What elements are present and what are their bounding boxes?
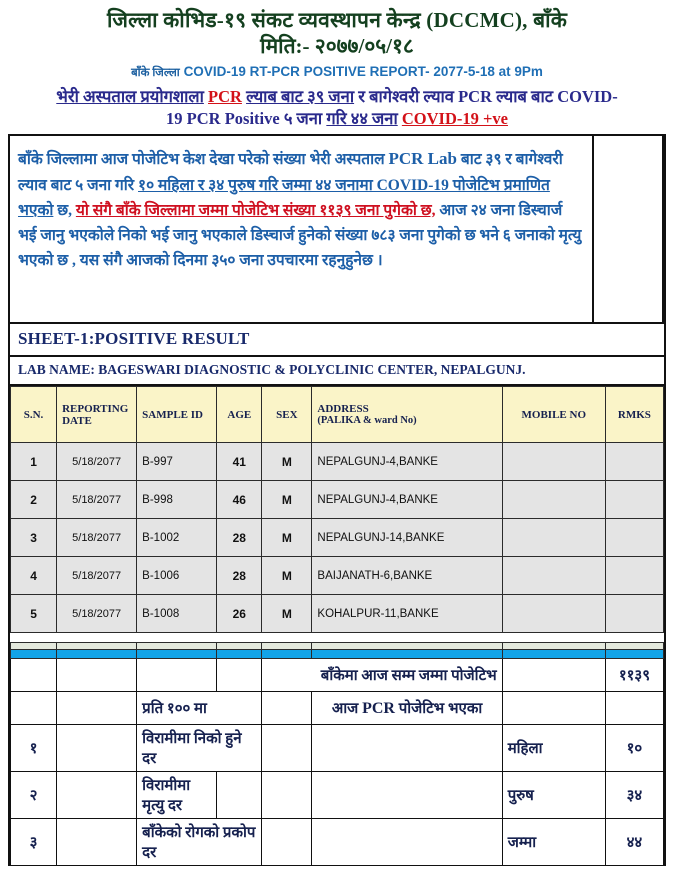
cell-empty xyxy=(57,725,137,772)
col-header-mobile: MOBILE NO xyxy=(502,387,605,443)
cell-address: BAIJANATH-6,BANKE xyxy=(312,557,502,595)
table-row xyxy=(11,595,664,633)
cell-sex: M xyxy=(262,519,312,557)
rate-row xyxy=(11,725,664,772)
strip-cell xyxy=(262,650,312,659)
cell-date: 5/18/2077 xyxy=(57,519,137,557)
banner-line-1 xyxy=(10,86,664,108)
rate-label: विरामीमा निको हुने दर xyxy=(137,725,262,772)
cell-age: 28 xyxy=(217,519,262,557)
cell-empty xyxy=(57,819,137,866)
strip-cell xyxy=(137,650,217,659)
cell-rmks xyxy=(605,443,663,481)
col-header-date: REPORTING DATE xyxy=(57,387,137,443)
banner-bheri-count: ल्याब बाट ३९ जना xyxy=(246,86,355,106)
gender-label: पुरुष xyxy=(502,772,605,819)
table-row xyxy=(11,557,664,595)
divider-strip-green xyxy=(11,643,664,650)
col-header-sn: S.N. xyxy=(11,387,57,443)
narrative-seg-7: आज २४ जना डिस्चार्ज भई जानु भएकोले निको भई जानु भएकाले डिस्चार्ज हुनेको संख्या ७८३ जना पुगेको छ भने ६ जनाको मृत्यु भएको छ , यस संगै आजको दिनमा ३५० जना उपचारमा रहनुहुनेछ । xyxy=(18,202,582,270)
banner-pcr-positive: 19 PCR Positive xyxy=(166,108,280,128)
cell-empty xyxy=(11,692,57,725)
table-row xyxy=(11,481,664,519)
positive-results-table xyxy=(10,386,664,633)
cell-date: 5/18/2077 xyxy=(57,481,137,519)
narrative-side-cell xyxy=(594,136,664,322)
col-header-sex: SEX xyxy=(262,387,312,443)
strip-cell xyxy=(217,650,262,659)
strip-cell xyxy=(137,643,217,650)
cell-rmks xyxy=(605,595,663,633)
rate-value xyxy=(312,819,502,866)
strip-cell xyxy=(217,643,262,650)
cell-empty xyxy=(262,692,312,725)
report-subtitle xyxy=(10,64,664,80)
report-body xyxy=(8,134,666,866)
banner-line-2 xyxy=(10,108,664,130)
rate-value xyxy=(312,725,502,772)
report-date-nepali: मिति:- २०७७/०५/१८ xyxy=(260,33,414,58)
rate-label: विरामीमा मृत्यु दर xyxy=(137,772,217,819)
narrative-gender-breakdown: १० महिला र ३४ पुरुष गरि जम्मा ४४ जनामा COVID-19 पोजेटिभ प्रमाणित भएको xyxy=(18,176,550,220)
summary-rows xyxy=(11,659,664,866)
cell-age: 28 xyxy=(217,557,262,595)
narrative-cumulative-positive: यो संगै बाँके जिल्लामा जम्मा पोजेटिभ संख्या ११३९ जना पुगेको छ, xyxy=(75,202,436,220)
cell-sample-id: B-997 xyxy=(137,443,217,481)
banner-bageshwari-lab: PCR ल्याब बाट COVID- xyxy=(458,86,618,106)
cell-rmks xyxy=(605,557,663,595)
banner-total-count: गरि ४४ जना xyxy=(326,108,398,128)
gender-count: १० xyxy=(605,725,663,772)
cell-age: 41 xyxy=(217,443,262,481)
col-header-age: AGE xyxy=(217,387,262,443)
today-positive-label xyxy=(312,692,502,725)
today-positive-suffix: पोजेटिभ भएका xyxy=(394,701,483,718)
cell-empty xyxy=(502,692,605,725)
cell-sn: 2 xyxy=(11,481,57,519)
per-hundred-label: प्रति १०० मा xyxy=(137,692,262,725)
strip-cell xyxy=(312,643,502,650)
strip-cell xyxy=(312,650,502,659)
cumulative-total-row xyxy=(11,659,664,692)
table-header xyxy=(11,387,664,443)
table-spacer xyxy=(10,633,664,642)
gender-count: ३४ xyxy=(605,772,663,819)
cell-mobile xyxy=(502,595,605,633)
banner-covid-positive-tag: COVID-19 +ve xyxy=(401,108,508,128)
narrative-seg-5: छ, xyxy=(53,202,76,220)
cell-sample-id: B-1006 xyxy=(137,557,217,595)
narrative-seg-1: बाँके जिल्लामा आज पोजेटिभ केश देखा परेको संख्या भेरी अस्पताल xyxy=(18,151,389,169)
cell-empty xyxy=(57,692,137,725)
col-header-address xyxy=(312,387,502,443)
table-header-row xyxy=(11,387,664,443)
gender-label: महिला xyxy=(502,725,605,772)
table-body xyxy=(11,443,664,633)
strip-cell xyxy=(11,650,57,659)
cell-empty xyxy=(57,772,137,819)
cell-sn: 1 xyxy=(11,443,57,481)
cell-address: KOHALPUR-11,BANKE xyxy=(312,595,502,633)
subtitle-nepali: बाँके जिल्ला xyxy=(131,66,180,79)
per-hundred-row xyxy=(11,692,664,725)
cumulative-total-label: बाँकेमा आज सम्म जम्मा पोजेटिभ xyxy=(262,659,502,692)
cell-empty xyxy=(262,725,312,772)
strip-cell xyxy=(262,643,312,650)
cell-mobile xyxy=(502,481,605,519)
cell-empty xyxy=(262,819,312,866)
cell-date: 5/18/2077 xyxy=(57,557,137,595)
col-header-rmks: RMKS xyxy=(605,387,663,443)
table-row xyxy=(11,519,664,557)
cell-mobile xyxy=(502,557,605,595)
document-header xyxy=(0,0,674,129)
cell-date: 5/18/2077 xyxy=(57,595,137,633)
banner-bheri-lab-text: भेरी अस्पताल प्रयोगशाला xyxy=(56,86,204,106)
rate-sn: २ xyxy=(11,772,57,819)
gender-label: जम्मा xyxy=(502,819,605,866)
page-title: जिल्ला कोभिड-१९ संकट व्यवस्थापन केन्द्र (DCCMC), बाँके xyxy=(106,8,568,32)
cell-sample-id: B-1002 xyxy=(137,519,217,557)
rate-label: बाँकेको रोगको प्रकोप दर xyxy=(137,819,262,866)
rate-label-pad xyxy=(217,772,262,819)
cell-sex: M xyxy=(262,443,312,481)
narrative-pcr-lab: PCR Lab xyxy=(388,149,457,169)
cell-sample-id: B-998 xyxy=(137,481,217,519)
strip-cell xyxy=(605,650,663,659)
cell-sex: M xyxy=(262,481,312,519)
cell-age: 26 xyxy=(217,595,262,633)
cell-empty xyxy=(262,772,312,819)
cell-sex: M xyxy=(262,595,312,633)
cell-sn: 3 xyxy=(11,519,57,557)
cell-empty xyxy=(217,659,262,692)
col-header-address-main: ADDRESS xyxy=(317,403,369,416)
cell-mobile xyxy=(502,443,605,481)
banner-bageshwari-text: र बागेश्वरी ल्याव xyxy=(358,86,454,106)
today-positive-prefix: आज xyxy=(331,701,363,718)
cell-sn: 5 xyxy=(11,595,57,633)
strip-cell xyxy=(57,643,137,650)
strip-cell xyxy=(605,643,663,650)
rate-row xyxy=(11,772,664,819)
summary-strips xyxy=(11,643,664,659)
table-row xyxy=(11,443,664,481)
summary-banner xyxy=(10,86,664,130)
gender-count: ४४ xyxy=(605,819,663,866)
subtitle-english: COVID-19 RT-PCR POSITIVE REPORT- 2077-5-18 at 9Pm xyxy=(183,63,543,79)
cell-age: 46 xyxy=(217,481,262,519)
banner-pcr-label: PCR xyxy=(208,86,242,106)
rate-row xyxy=(11,819,664,866)
strip-cell xyxy=(11,643,57,650)
col-header-address-sub: (PALIKA & ward No) xyxy=(317,415,417,427)
cell-rmks xyxy=(605,481,663,519)
cell-empty xyxy=(11,659,57,692)
lab-name: LAB NAME: BAGESWARI DIAGNOSTIC & POLYCLINIC CENTER, NEPALGUNJ. xyxy=(10,357,664,386)
narrative-seg-3: बाट ३९ र बागेश्वरी ल्याव बाट ५ जना गरि xyxy=(18,151,563,194)
cell-empty xyxy=(502,659,605,692)
cell-rmks xyxy=(605,519,663,557)
banner-bageshwari-count: ५ जना xyxy=(283,108,323,128)
cell-sex: M xyxy=(262,557,312,595)
strip-cell xyxy=(502,650,605,659)
col-header-sample-id: SAMPLE ID xyxy=(137,387,217,443)
narrative-cell xyxy=(10,136,594,322)
strip-cell xyxy=(57,650,137,659)
rate-sn: १ xyxy=(11,725,57,772)
cell-empty xyxy=(137,659,217,692)
strip-cell xyxy=(502,643,605,650)
cell-mobile xyxy=(502,519,605,557)
rate-value xyxy=(312,772,502,819)
cell-sn: 4 xyxy=(11,557,57,595)
cell-address: NEPALGUNJ-4,BANKE xyxy=(312,481,502,519)
summary-table xyxy=(10,642,664,866)
narrative-paragraph xyxy=(18,145,584,273)
cell-address: NEPALGUNJ-14,BANKE xyxy=(312,519,502,557)
cell-sample-id: B-1008 xyxy=(137,595,217,633)
cell-date: 5/18/2077 xyxy=(57,443,137,481)
cumulative-total-value: ११३९ xyxy=(605,659,663,692)
sheet-title: SHEET-1:POSITIVE RESULT xyxy=(10,324,664,357)
cell-address: NEPALGUNJ-4,BANKE xyxy=(312,443,502,481)
narrative-row xyxy=(10,136,664,324)
cell-empty xyxy=(605,692,663,725)
rate-sn: ३ xyxy=(11,819,57,866)
today-positive-pcr: PCR xyxy=(362,700,395,718)
cell-empty xyxy=(57,659,137,692)
divider-strip-blue xyxy=(11,650,664,659)
